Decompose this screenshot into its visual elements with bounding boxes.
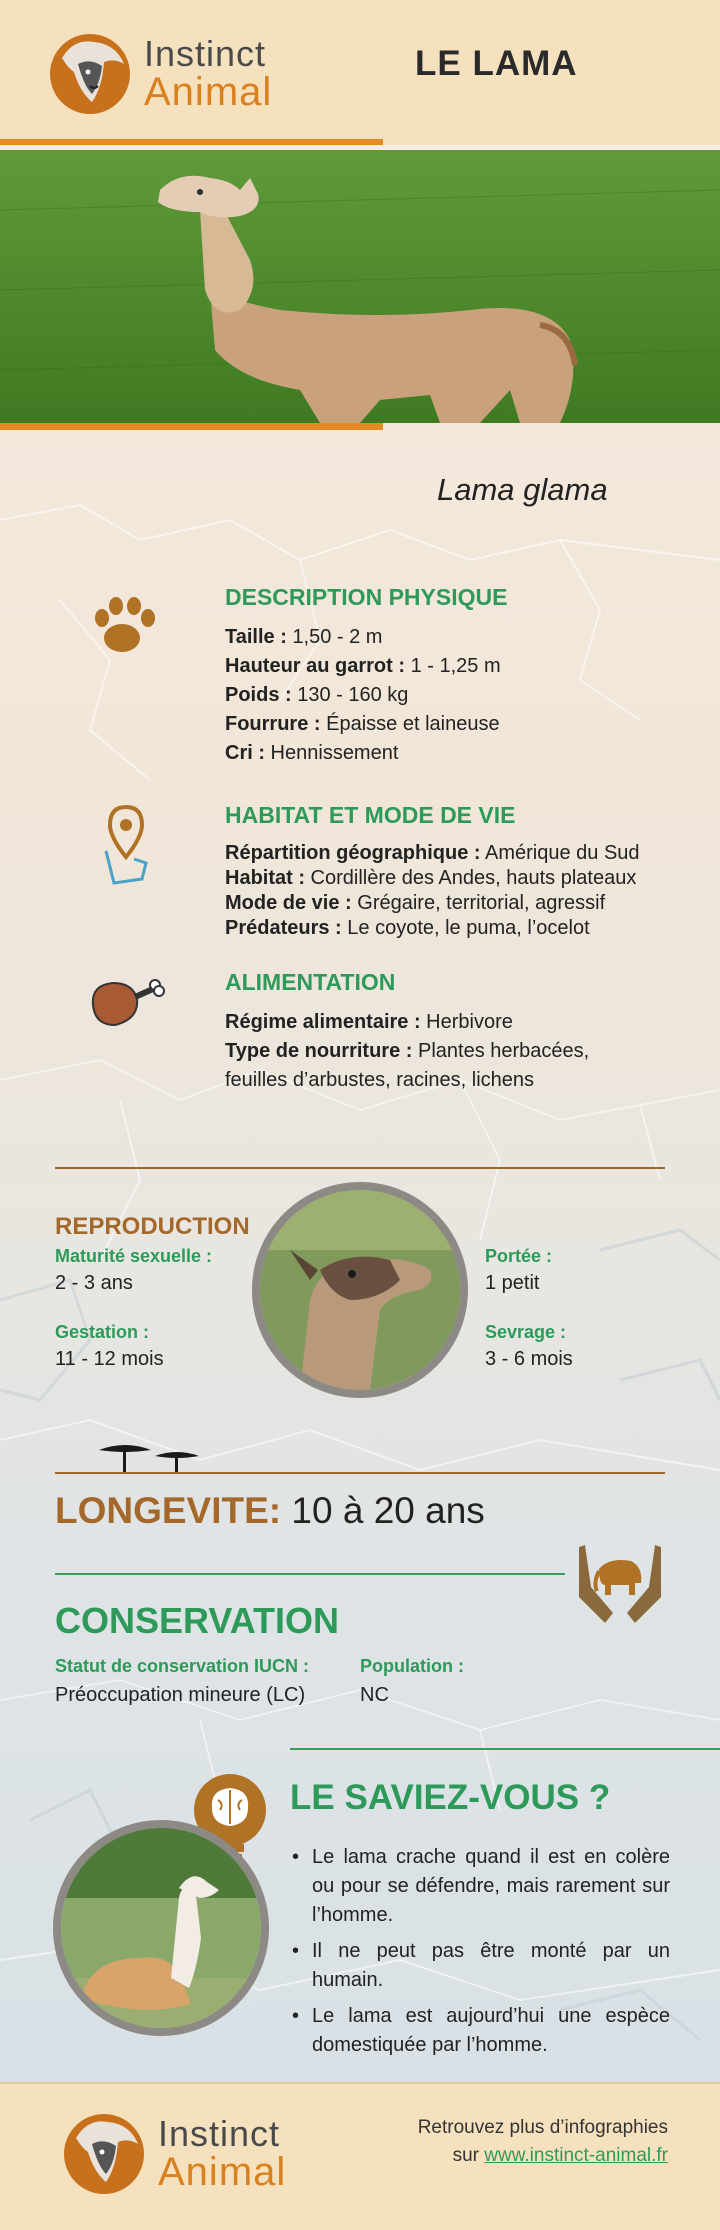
iucn-status-label: Statut de conservation IUCN : (55, 1656, 310, 1676)
iucn-status-value: Préoccupation mineure (LC) (55, 1684, 306, 1706)
divider (290, 1748, 720, 1750)
lion-logo-icon (58, 2108, 150, 2200)
gestation-label: Gestation : (55, 1322, 150, 1342)
alimentation-section (225, 969, 695, 1095)
llama-head-illustration (260, 1190, 460, 1390)
population-label: Population : (360, 1656, 464, 1676)
list-item: • Il ne peut pas être monté par un humain. (290, 1937, 670, 1995)
portee-value: 1 petit (485, 1272, 540, 1294)
photo-accent-bar (0, 423, 383, 430)
footer-text (418, 2114, 668, 2170)
brand-logo[interactable] (44, 28, 272, 120)
population-value: NC (360, 1684, 389, 1706)
divider (55, 1573, 565, 1575)
acacia-trees-icon (95, 1440, 205, 1474)
sevrage-value: 3 - 6 mois (485, 1348, 573, 1370)
llama-photo (0, 150, 720, 423)
habitat-item: Répartition géographique : Amérique du Sud (225, 842, 640, 864)
list-item: • Le lama est aujourd’hui une espèce domestiquée par l’homme. (290, 2002, 670, 2060)
description-item: Cri : Hennissement (225, 742, 399, 764)
footer-line: Retrouvez plus d’infographies (417, 2117, 668, 2138)
divider (55, 1167, 665, 1169)
alimentation-item: Régime alimentaire : Herbivore (225, 1011, 513, 1033)
description-heading: DESCRIPTION PHYSIQUE (225, 584, 508, 610)
llama-sitting-illustration (61, 1828, 261, 2028)
portee-label: Portée : (485, 1246, 553, 1266)
alimentation-item: Type de nourriture : Plantes herbacées, (225, 1040, 590, 1062)
location-map-icon (100, 803, 152, 885)
species-name: Lama glama (437, 472, 608, 507)
habitat-heading: HABITAT ET MODE DE VIE (225, 802, 516, 828)
habitat-section (225, 802, 695, 941)
description-item: Hauteur au garrot : 1 - 1,25 m (225, 655, 501, 677)
conservation-heading: CONSERVATION (55, 1600, 340, 1641)
footer-brand-logo[interactable] (58, 2108, 286, 2200)
page-title: LE LAMA (415, 44, 578, 83)
description-item: Poids : 130 - 160 kg (225, 684, 409, 706)
description-item: Taille : 1,50 - 2 m (225, 626, 383, 648)
longevite: LONGEVITE: 10 à 20 ans (55, 1490, 485, 1531)
habitat-item: Habitat : Cordillère des Andes, hauts plateaux (225, 867, 637, 889)
habitat-item: Mode de vie : Grégaire, territorial, agressif (225, 892, 606, 914)
facts-list (290, 1843, 670, 2067)
alimentation-heading: ALIMENTATION (225, 969, 396, 995)
logo-word-instinct: Instinct (144, 33, 267, 74)
footer-link-line: sur www.instinct-animal.fr (452, 2145, 668, 2166)
habitat-item: Prédateurs : Le coyote, le puma, l’ocelot (225, 917, 590, 939)
description-item: Fourrure : Épaisse et laineuse (225, 713, 500, 735)
hands-elephant-icon (565, 1527, 675, 1627)
gestation-value: 11 - 12 mois (55, 1348, 164, 1370)
maturite-label: Maturité sexuelle : (55, 1246, 213, 1266)
lion-logo-icon (44, 28, 136, 120)
alimentation-item: feuilles d’arbustes, racines, lichens (225, 1069, 535, 1091)
description-section (225, 584, 695, 768)
logo-word-animal: Animal (144, 70, 273, 114)
llama-sitting-photo (53, 1820, 269, 2036)
website-link[interactable]: www.instinct-animal.fr (484, 2145, 668, 2166)
llama-head-photo (252, 1182, 468, 1398)
maturite-value: 2 - 3 ans (55, 1272, 133, 1294)
sevrage-label: Sevrage : (485, 1322, 567, 1342)
list-item: • Le lama crache quand il est en colère ou pour se défendre, mais rarement sur l’homme. (290, 1843, 670, 1930)
saviez-heading: LE SAVIEZ-VOUS ? (290, 1778, 611, 1817)
header-accent-bar (0, 139, 383, 145)
meat-drumstick-icon (85, 975, 165, 1031)
header (0, 0, 720, 145)
paw-print-icon (88, 590, 160, 662)
footer (0, 2082, 720, 2230)
llama-photo-illustration (0, 150, 720, 423)
divider (55, 1472, 665, 1474)
reproduction-heading: REPRODUCTION (55, 1213, 250, 1240)
logo-word-animal: Animal (158, 2150, 287, 2194)
logo-word-instinct: Instinct (158, 2113, 281, 2154)
